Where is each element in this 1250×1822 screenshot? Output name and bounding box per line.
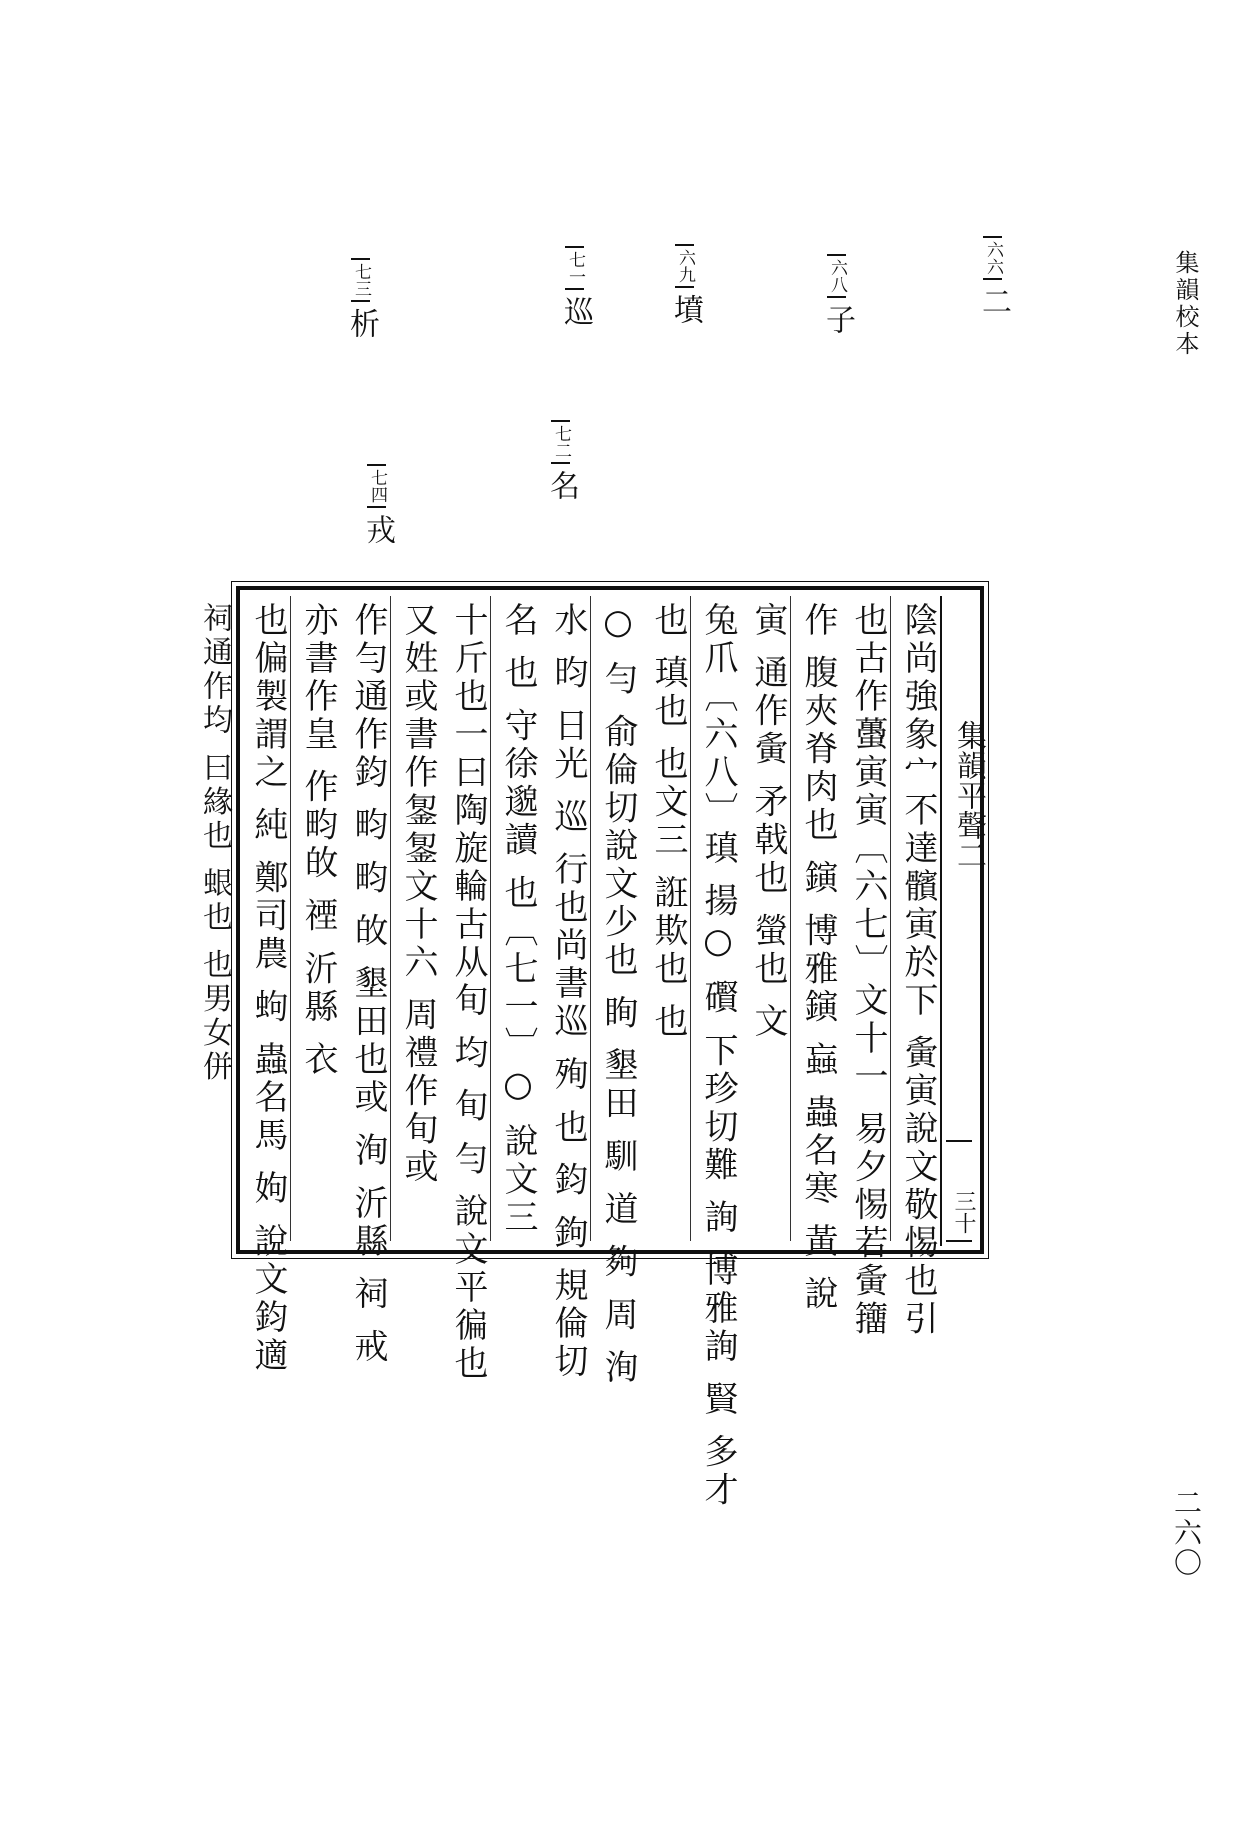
text-column: 寅 通作夤 矛戟也 螢也 文 — [748, 602, 788, 1042]
text-column: 水 昀 日光 巡 行也尚書巡 殉 也 鈞 鉤 規倫切 — [548, 602, 588, 1382]
note-number: 七一 — [565, 246, 584, 290]
note-char: 二 — [976, 286, 1011, 316]
ear-page-number: 三十 — [951, 1190, 976, 1234]
collation-note — [558, 246, 593, 326]
note-number: 七二 — [551, 420, 570, 464]
note-number: 六八 — [827, 254, 846, 298]
running-title: 集韻校本 — [1171, 250, 1199, 358]
ear-divider — [946, 1140, 972, 1142]
note-char: 巡 — [558, 296, 593, 326]
text-column: 兔爪〔六八〕瑱 揚○ 礥 下珍切難 詢 博雅詢 賢 多才 — [698, 602, 738, 1510]
collation-note — [976, 236, 1011, 316]
collation-note — [668, 244, 703, 324]
collation-note — [360, 464, 395, 544]
text-column: 作 腹夾脊肉也 鏔 博雅鏔 蝱 蟲名寒 黃 說 — [798, 602, 838, 1314]
note-char: 墳 — [668, 294, 703, 324]
note-number: 六九 — [675, 244, 694, 288]
text-column: 十斤也一曰陶旋輪古从旬 均 旬 勻 說文平徧也 — [448, 602, 488, 1384]
text-column: 陰尚強象宀不達髕寅於下 夤寅說文敬惕也引 — [898, 602, 938, 1339]
page: 集韻校本 二六〇 六六二 六八子 六九墳 七一巡 七二名 七三析 七四戎 集韻平聲二 三十 陰尚強象宀不達髕寅於下 夤寅說文敬惕也引 也古作蠆寅寅〔六七〕文十一 易夕惕若夤籒 作 腹夾脊肉也 鏔 博雅鏔 蝱 蟲名寒 黃 說 寅 通作夤 矛戟也 螢也 文 兔爪〔六八〕瑱 揚○ 礥 下珍切難 詢 博雅詢 賢 多才 也 瑱也 也文三 誑欺也 也 ○ 勻 俞倫切說文少也 眴 墾田 馴 道 夠 周 洵 水 昀 日光 巡 行也尚書巡 殉 也 鈞 鉤 規倫切 名 也 守徐邈讀 也〔七一〕○ 說文三 十斤也一曰陶旋輪古从旬 均 旬 勻 說文平徧也 又姓或書作銞銞文十六 周禮作旬或 作勻通作鈞 畇 畇 敀 墾田也或 洵 沂縣 祠 戒 亦書作皇 作畇敀 禋 沂縣 衣 也偏製謂之 純 鄭司農 蚼 蟲名馬 姁 說文鈞適 祠通作均 曰緣也 蛝也 也男女併 — [0, 0, 1250, 1822]
text-column: 名 也 守徐邈讀 也〔七一〕○ 說文三 — [498, 602, 538, 1238]
block-ear — [940, 596, 974, 1246]
note-char: 析 — [344, 308, 379, 338]
text-column: 也偏製謂之 純 鄭司農 蚼 蟲名馬 姁 說文鈞適 — [248, 602, 288, 1375]
text-column: 亦書作皇 作畇敀 禋 沂縣 衣 — [298, 602, 338, 1080]
ear-title: 集韻平聲二 — [951, 720, 986, 870]
collation-note — [820, 254, 855, 334]
text-column: 作勻通作鈞 畇 畇 敀 墾田也或 洵 沂縣 祠 戒 — [348, 602, 388, 1367]
text-column: 也古作蠆寅寅〔六七〕文十一 易夕惕若夤籒 — [848, 602, 888, 1339]
note-number: 七四 — [367, 464, 386, 508]
collation-note — [544, 420, 579, 500]
ear-divider — [946, 1240, 972, 1242]
page-number: 二六〇 — [1170, 1488, 1203, 1578]
note-char: 子 — [820, 304, 855, 334]
text-column: ○ 勻 俞倫切說文少也 眴 墾田 馴 道 夠 周 洵 — [598, 602, 638, 1388]
note-number: 六六 — [983, 236, 1002, 280]
text-column: 又姓或書作銞銞文十六 周禮作旬或 — [398, 602, 438, 1187]
collation-note — [344, 258, 379, 338]
note-char: 戎 — [360, 514, 395, 544]
note-number: 七三 — [351, 258, 370, 302]
text-column: 也 瑱也 也文三 誑欺也 也 — [648, 602, 688, 1042]
note-char: 名 — [544, 470, 579, 500]
